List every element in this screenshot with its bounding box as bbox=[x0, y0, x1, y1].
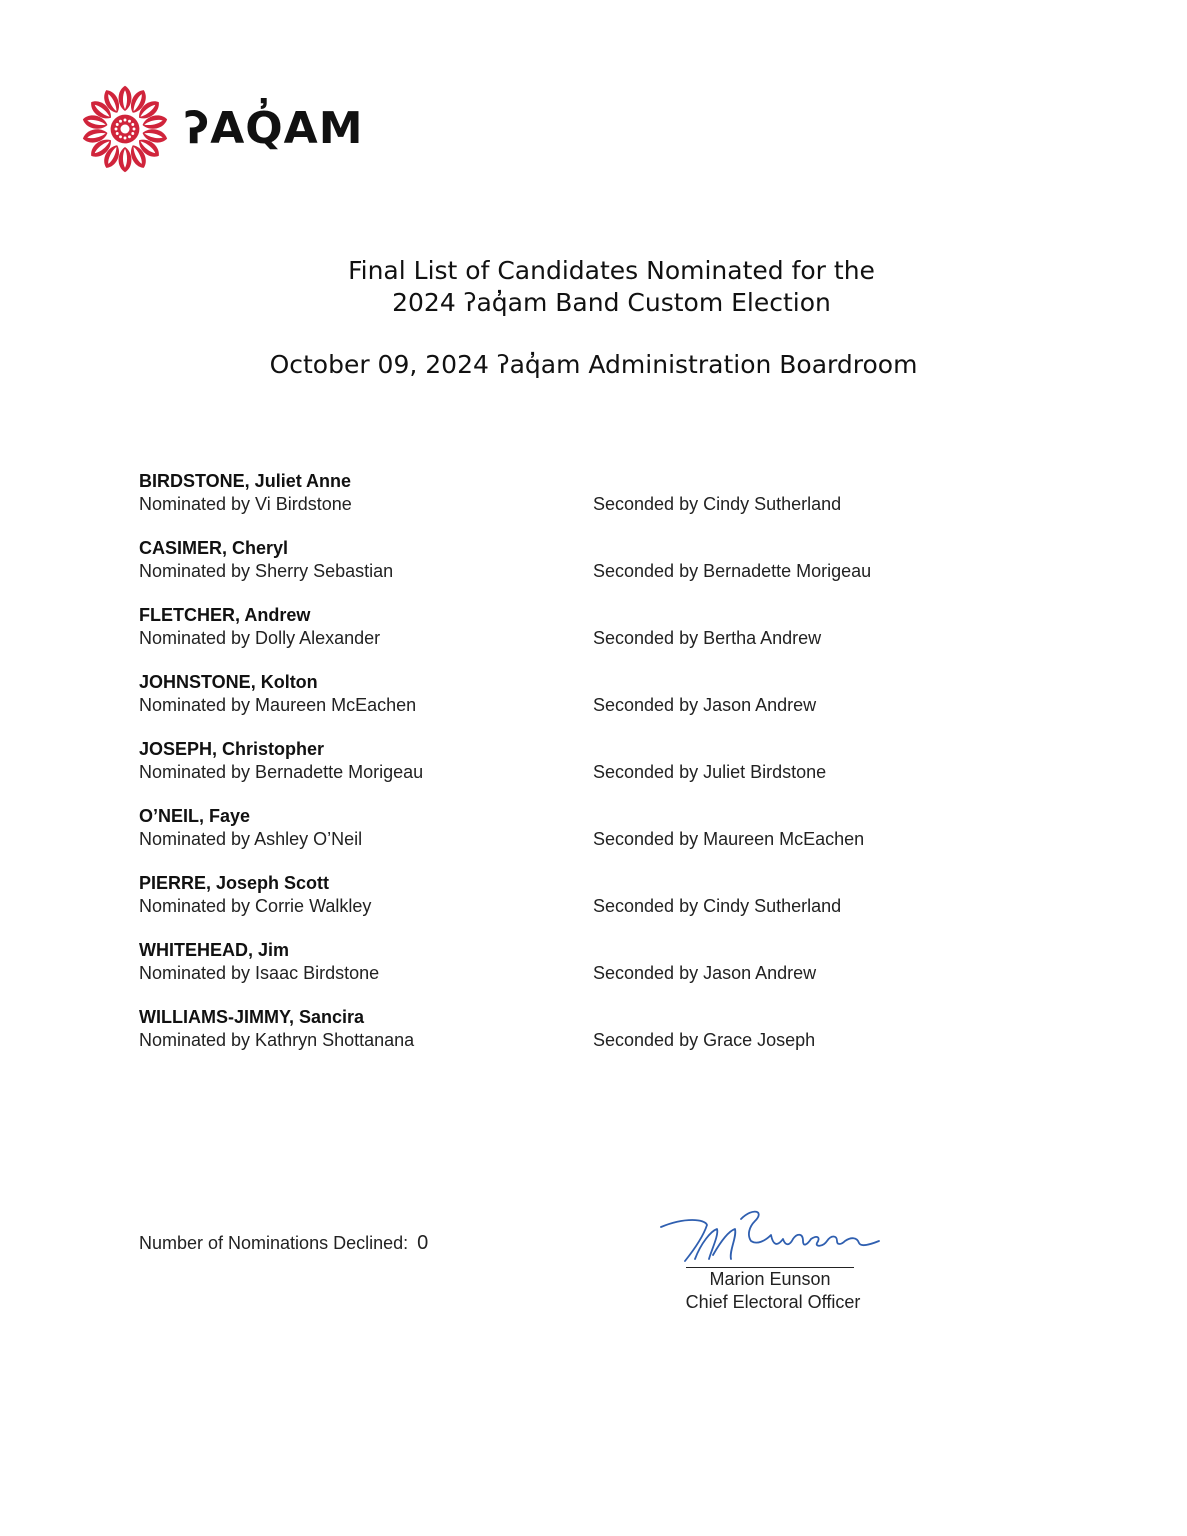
candidate-nomination-row bbox=[139, 694, 1039, 717]
seconded-by: Seconded by Juliet Birdstone bbox=[593, 762, 827, 782]
logo-petal bbox=[119, 86, 132, 111]
flower-logo-icon bbox=[80, 84, 170, 174]
candidate-name: BIRDSTONE, Juliet Anne bbox=[139, 471, 352, 491]
nominated-by: Nominated by Maureen McEachen bbox=[139, 695, 417, 715]
nominated-by: Nominated by Corrie Walkley bbox=[139, 896, 372, 916]
candidate-name: PIERRE, Joseph Scott bbox=[139, 873, 330, 893]
candidate-entry bbox=[139, 604, 1039, 671]
candidate-nomination-row bbox=[139, 493, 1039, 516]
nominated-by: Nominated by Isaac Birdstone bbox=[139, 963, 380, 983]
candidate-name: FLETCHER, Andrew bbox=[139, 605, 311, 625]
logo-center-dot bbox=[124, 119, 127, 122]
seconded-by: Seconded by Maureen McEachen bbox=[593, 829, 865, 849]
logo-wordmark: ʔAQ̓AM bbox=[184, 103, 364, 154]
candidate-name: JOHNSTONE, Kolton bbox=[139, 672, 318, 692]
declined-label: Number of Nominations Declined: bbox=[139, 1233, 409, 1253]
nominated-by: Nominated by Kathryn Shottanana bbox=[139, 1030, 415, 1050]
logo-center-dot bbox=[116, 123, 119, 126]
logo-center-dot bbox=[131, 132, 134, 135]
seconded-by: Seconded by Bertha Andrew bbox=[593, 628, 822, 648]
candidate-entry bbox=[139, 939, 1039, 1006]
candidate-nomination-row bbox=[139, 1029, 1039, 1052]
declined-summary bbox=[139, 1232, 428, 1255]
candidate-nomination-row bbox=[139, 761, 1039, 784]
candidate-entry bbox=[139, 671, 1039, 738]
candidate-nomination-row bbox=[139, 962, 1039, 985]
seconded-by: Seconded by Cindy Sutherland bbox=[593, 494, 842, 514]
candidate-entry bbox=[139, 1006, 1039, 1073]
candidate-name: WHITEHEAD, Jim bbox=[139, 940, 290, 960]
seconded-by: Seconded by Jason Andrew bbox=[593, 695, 817, 715]
logo-center-dot bbox=[133, 128, 136, 131]
seconded-by: Seconded by Cindy Sutherland bbox=[593, 896, 842, 916]
logo-center-dot bbox=[128, 120, 131, 123]
logo-core bbox=[121, 125, 130, 134]
officer-name: Marion Eunson bbox=[709, 1269, 831, 1289]
candidate-entry bbox=[139, 537, 1039, 604]
logo-center-dot bbox=[115, 128, 118, 131]
declined-count: 0 bbox=[417, 1232, 429, 1254]
title-line-2: 2024 ʔaq̓am Band Custom Election bbox=[392, 288, 831, 317]
seconded-by: Seconded by Grace Joseph bbox=[593, 1030, 816, 1050]
title-line-1: Final List of Candidates Nominated for the bbox=[348, 256, 875, 285]
candidate-name: JOSEPH, Christopher bbox=[139, 739, 325, 759]
candidate-nomination-row bbox=[139, 560, 1039, 583]
candidate-list bbox=[139, 470, 1039, 1073]
logo-petal bbox=[119, 147, 132, 172]
document-heading bbox=[0, 255, 1187, 381]
logo-center-dot bbox=[119, 120, 122, 123]
candidate-entry bbox=[139, 872, 1039, 939]
seconded-by: Seconded by Jason Andrew bbox=[593, 963, 817, 983]
seconded-by: Seconded by Bernadette Morigeau bbox=[593, 561, 872, 581]
logo-center-dot bbox=[119, 135, 122, 138]
nominated-by: Nominated by Bernadette Morigeau bbox=[139, 762, 424, 782]
handwritten-signature bbox=[655, 1205, 885, 1267]
nominated-by: Nominated by Ashley O’Neil bbox=[139, 829, 363, 849]
signature-block bbox=[655, 1205, 885, 1314]
candidate-name: O’NEIL, Faye bbox=[139, 806, 251, 826]
candidate-nomination-row bbox=[139, 828, 1039, 851]
meeting-subtitle: October 09, 2024 ʔaq̓am Administration Boardroom bbox=[269, 350, 918, 379]
candidate-entry bbox=[139, 470, 1039, 537]
candidate-nomination-row bbox=[139, 627, 1039, 650]
candidate-entry bbox=[139, 805, 1039, 872]
candidate-name: WILLIAMS-JIMMY, Sancira bbox=[139, 1007, 365, 1027]
officer-title: Chief Electoral Officer bbox=[685, 1292, 861, 1312]
nominated-by: Nominated by Dolly Alexander bbox=[139, 628, 381, 648]
candidate-nomination-row bbox=[139, 895, 1039, 918]
nominated-by: Nominated by Vi Birdstone bbox=[139, 494, 352, 514]
logo-center-dot bbox=[131, 123, 134, 126]
logo-center-dot bbox=[128, 135, 131, 138]
nominated-by: Nominated by Sherry Sebastian bbox=[139, 561, 394, 581]
candidate-entry bbox=[139, 738, 1039, 805]
logo-center-dot bbox=[124, 137, 127, 140]
organization-logo bbox=[80, 84, 364, 174]
logo-center-dot bbox=[116, 132, 119, 135]
candidate-name: CASIMER, Cheryl bbox=[139, 538, 289, 558]
